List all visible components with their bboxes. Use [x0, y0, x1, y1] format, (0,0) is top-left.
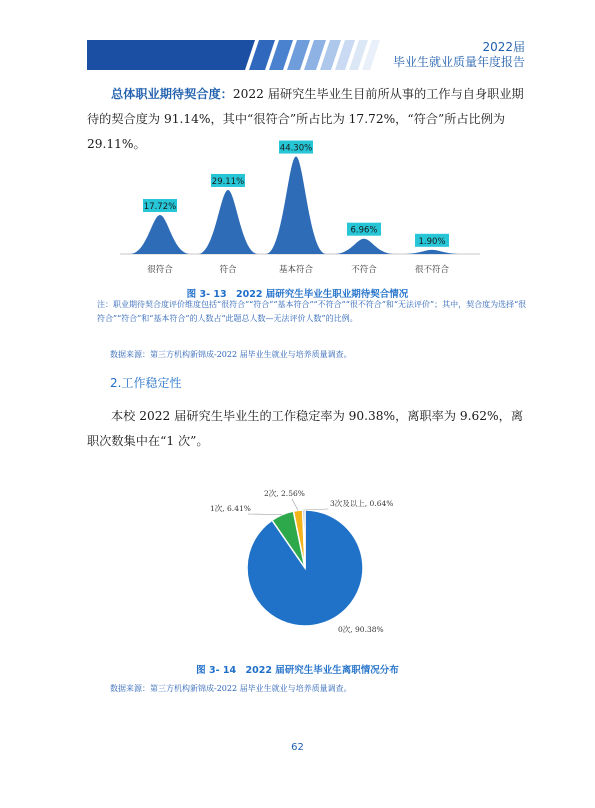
pie-label-3: 3次及以上, 0.64% [330, 499, 394, 508]
stability-paragraph: 本校 2022 届研究生毕业生的工作稳定率为 90.38%，离职率为 9.62%，离职次数集中在“1 次”。 [87, 409, 524, 448]
data-label-1: 29.11% [211, 176, 245, 187]
peak-4 [402, 250, 462, 254]
figure2-caption: 图 3- 14 2022 届研究生毕业生离职情况分布 [196, 665, 399, 676]
figure1-source: 数据来源：第三方机构新锦成-2022 届毕业生就业与培养质量调查。 [110, 350, 352, 359]
pie-label-1: 1次, 6.41% [210, 504, 251, 513]
career-fit-body: 2022 届研究生毕业生目前所从事的工作与自身职业期待的契合度为 91.14%，其中“很符合”所占比为 17.72%，“符合”所占比例为 29.11%。 [87, 87, 524, 151]
header-banner [87, 40, 397, 70]
category-label-2: 基本符合 [278, 265, 314, 275]
header-report-name: 毕业生就业质量年度报告 [392, 55, 525, 69]
pie-label-2: 2次, 2.56% [264, 489, 305, 498]
peak-3 [334, 239, 394, 254]
category-label-3: 不符合 [351, 265, 377, 275]
data-label-2: 44.30% [279, 143, 313, 154]
section-title-stability: 2.工作稳定性 [110, 376, 182, 390]
page-number: 62 [291, 742, 304, 753]
figure2-source: 数据来源：第三方机构新锦成-2022 届毕业生就业与培养质量调查。 [110, 684, 352, 693]
header-year: 2022届 [482, 40, 525, 54]
peak-0 [130, 215, 190, 254]
report-header-title [393, 40, 525, 70]
career-fit-lead: 总体职业期待契合度： [111, 87, 233, 101]
data-label-4: 1.90% [418, 236, 446, 247]
pie-label-0: 0次, 90.38% [338, 625, 384, 634]
category-label-0: 很符合 [147, 265, 173, 275]
category-label-4: 很不符合 [414, 265, 450, 275]
peak-1 [198, 190, 258, 254]
turnover-pie-chart [190, 480, 430, 640]
career-fit-chart [120, 132, 480, 282]
category-label-1: 符合 [219, 265, 237, 275]
peak-2 [266, 157, 326, 254]
figure1-note: 注：职业期待契合度评价维度包括“很符合”“符合”“基本符合”“不符合”“很不符合”和“无法评价”；其中，契合度为选择“很符合”“符合”和“基本符合”的人数占“此题总人数—无法评价人数”的比例。 [97, 300, 527, 323]
data-label-3: 6.96% [350, 225, 378, 236]
leader-line-2 [292, 499, 298, 510]
figure1-caption: 图 3- 13 2022 届研究生毕业生职业期待契合情况 [186, 289, 409, 300]
data-label-0: 17.72% [143, 202, 177, 213]
leader-line-1 [248, 514, 282, 515]
